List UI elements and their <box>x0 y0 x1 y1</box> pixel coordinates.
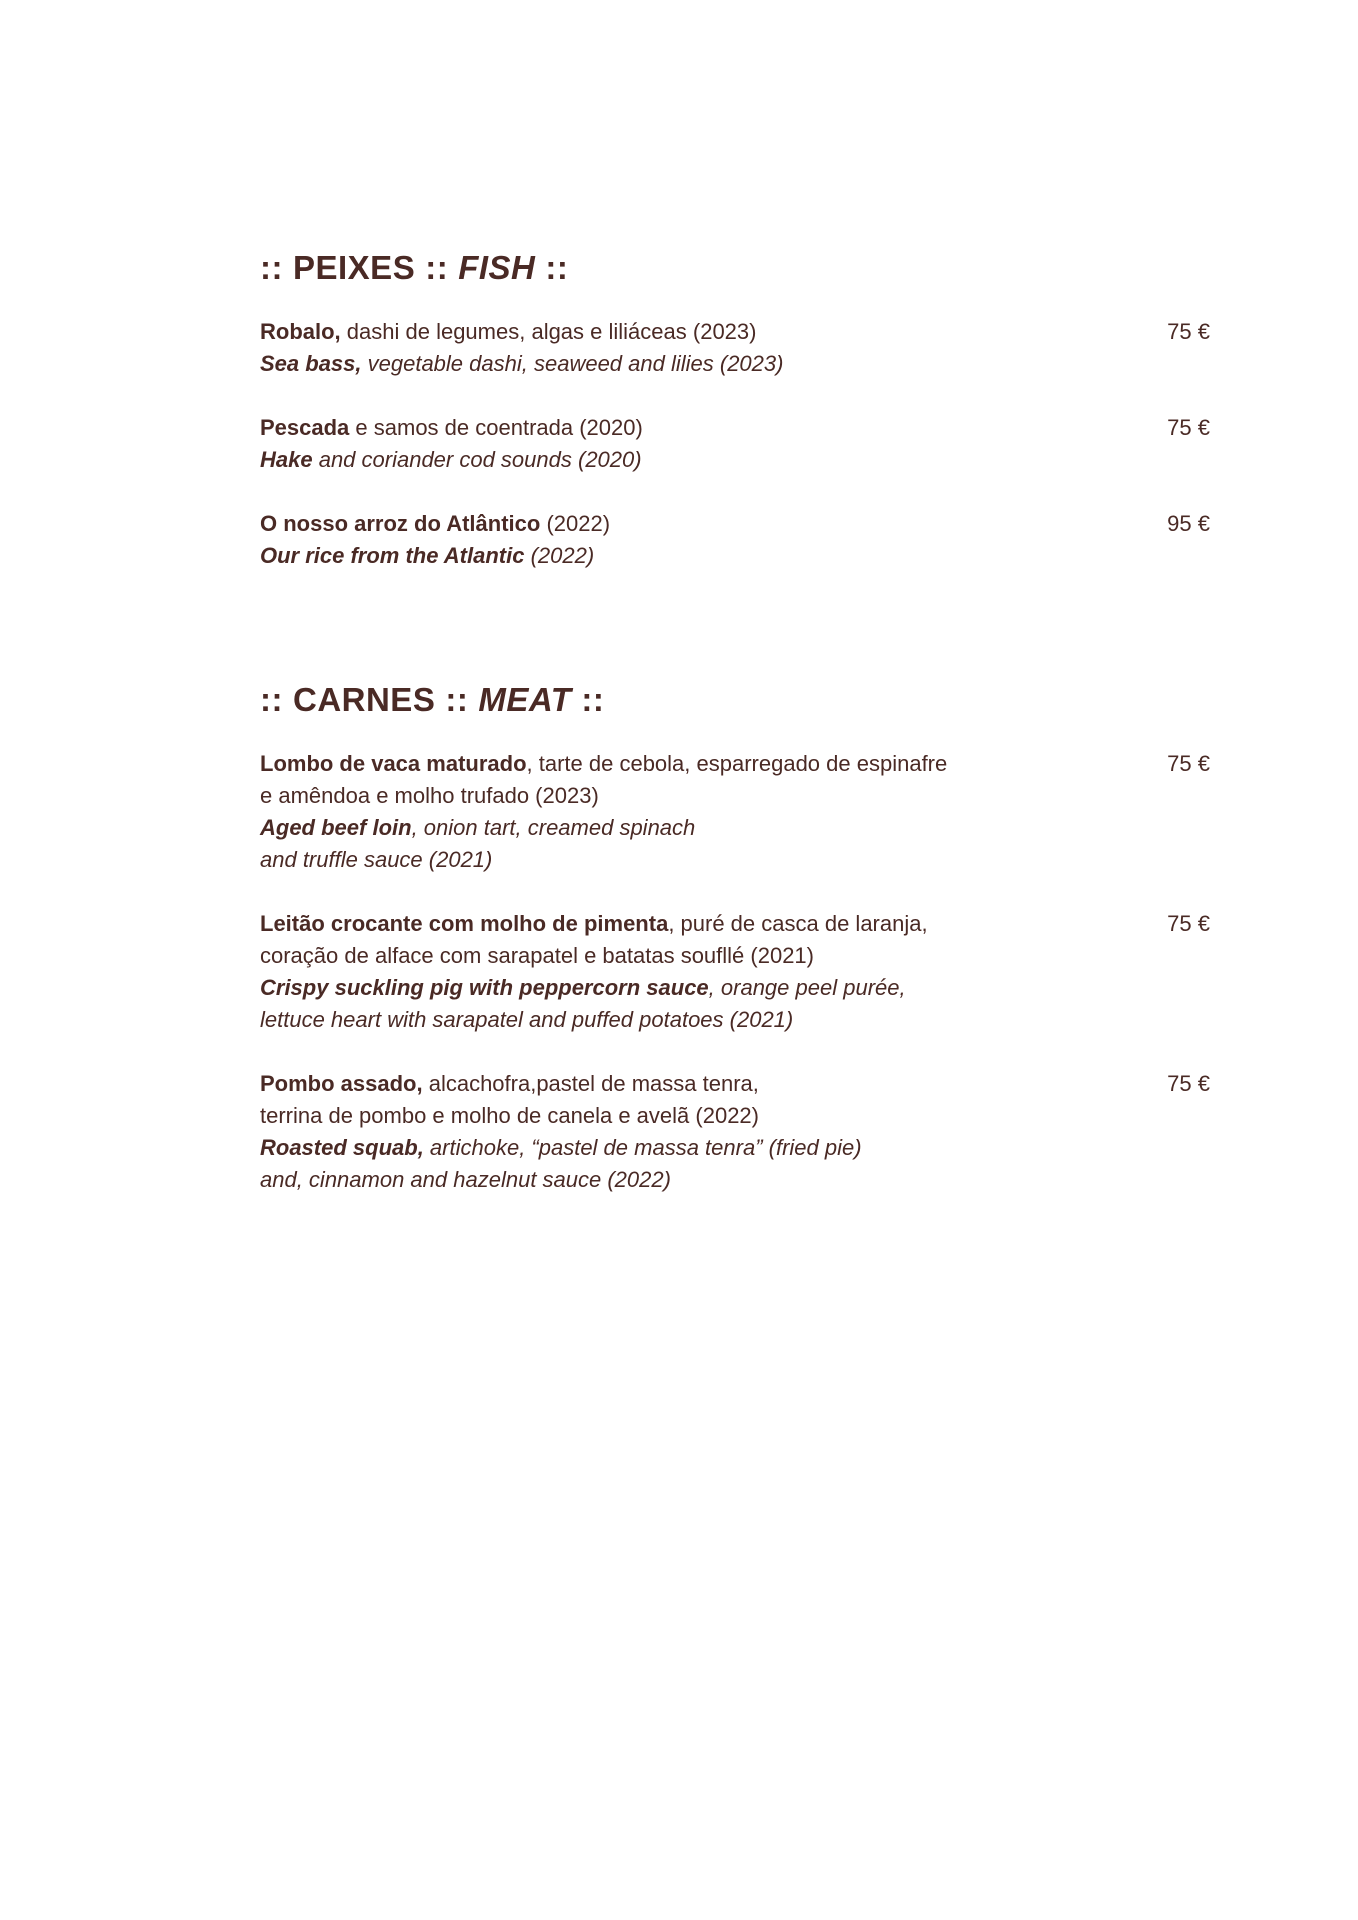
item-name-pt-bold: Lombo de vaca maturado <box>260 751 527 776</box>
menu-item-arroz <box>260 508 1210 572</box>
section-title-meat <box>260 681 1210 718</box>
item-name-pt-bold: O nosso arroz do Atlântico <box>260 511 541 536</box>
item-name-pt <box>260 412 1210 444</box>
section-fish <box>260 249 1210 572</box>
separator: :: <box>445 681 469 718</box>
item-name-en-bold: Our rice from the Atlantic <box>260 543 525 568</box>
item-desc-pt-line2: terrina de pombo e molho de canela e avelã (2022) <box>260 1103 759 1128</box>
item-name-pt <box>260 316 1210 348</box>
item-name-en-bold: Sea bass, <box>260 351 362 376</box>
item-desc-en: (2022) <box>524 543 595 568</box>
menu-items-meat <box>260 748 1210 1196</box>
separator: :: <box>260 249 283 286</box>
separator: :: <box>581 681 605 718</box>
section-title-en: FISH <box>458 249 536 286</box>
item-desc-en: and coriander cod sounds (2020) <box>312 447 642 472</box>
item-name-pt-bold: Pombo assado, <box>260 1071 423 1096</box>
section-meat <box>260 681 1210 1196</box>
section-title-en: MEAT <box>478 681 572 718</box>
item-name-en <box>260 972 1210 1004</box>
item-desc-en-line2: lettuce heart with sarapatel and puffed potatoes (2021) <box>260 1007 794 1032</box>
item-desc-en: vegetable dashi, seaweed and lilies (2023) <box>361 351 784 376</box>
section-title-pt: PEIXES <box>292 249 416 286</box>
item-desc-pt: dashi de legumes, algas e liliáceas (2023) <box>340 319 757 344</box>
item-desc-en-line2: and, cinnamon and hazelnut sauce (2022) <box>260 1167 671 1192</box>
item-name-en <box>260 1132 1210 1164</box>
item-price: 75 € <box>1167 1071 1210 1096</box>
item-desc-en: , onion tart, creamed spinach <box>411 815 696 840</box>
item-desc-pt-line2: e amêndoa e molho trufado (2023) <box>260 783 599 808</box>
item-desc-pt: e samos de coentrada (2020) <box>349 415 643 440</box>
separator: :: <box>545 249 569 286</box>
menu-items-fish <box>260 316 1210 572</box>
menu-item-pombo <box>260 1068 1210 1196</box>
menu-item-robalo <box>260 316 1210 380</box>
item-desc-pt: (2022) <box>540 511 611 536</box>
item-price: 75 € <box>1167 415 1210 440</box>
item-desc-en: artichoke, “pastel de massa tenra” (fried pie) <box>423 1135 862 1160</box>
item-desc-pt: , tarte de cebola, esparregado de espinafre <box>526 751 948 776</box>
section-title-pt: CARNES <box>292 681 436 718</box>
item-desc-pt: , puré de casca de laranja, <box>668 911 928 936</box>
item-name-pt <box>260 748 1210 780</box>
item-name-en <box>260 540 1210 572</box>
item-name-en <box>260 348 1210 380</box>
item-name-pt <box>260 1068 1210 1100</box>
item-name-en <box>260 444 1210 476</box>
separator: :: <box>425 249 449 286</box>
item-name-en-bold: Crispy suckling pig with peppercorn sauce <box>260 975 709 1000</box>
menu-item-lombo <box>260 748 1210 876</box>
item-name-pt-bold: Pescada <box>260 415 350 440</box>
item-name-pt-bold: Robalo, <box>260 319 341 344</box>
item-name-pt <box>260 508 1210 540</box>
item-desc-pt-line2: coração de alface com sarapatel e batatas soufllé (2021) <box>260 943 814 968</box>
item-name-pt <box>260 908 1210 940</box>
menu-page <box>260 249 1210 1228</box>
menu-item-leitao <box>260 908 1210 1036</box>
item-name-pt-bold: Leitão crocante com molho de pimenta <box>260 911 669 936</box>
item-desc-en: , orange peel purée, <box>708 975 906 1000</box>
item-name-en <box>260 812 1210 844</box>
section-title-fish <box>260 249 1210 286</box>
item-price: 95 € <box>1167 511 1210 536</box>
menu-item-pescada <box>260 412 1210 476</box>
item-price: 75 € <box>1167 751 1210 776</box>
item-name-en-bold: Hake <box>260 447 313 472</box>
item-name-en-bold: Roasted squab, <box>260 1135 424 1160</box>
item-price: 75 € <box>1167 319 1210 344</box>
separator: :: <box>260 681 283 718</box>
item-desc-en-line2: and truffle sauce (2021) <box>260 847 493 872</box>
item-name-en-bold: Aged beef loin <box>260 815 412 840</box>
item-price: 75 € <box>1167 911 1210 936</box>
item-desc-pt: alcachofra,pastel de massa tenra, <box>422 1071 759 1096</box>
